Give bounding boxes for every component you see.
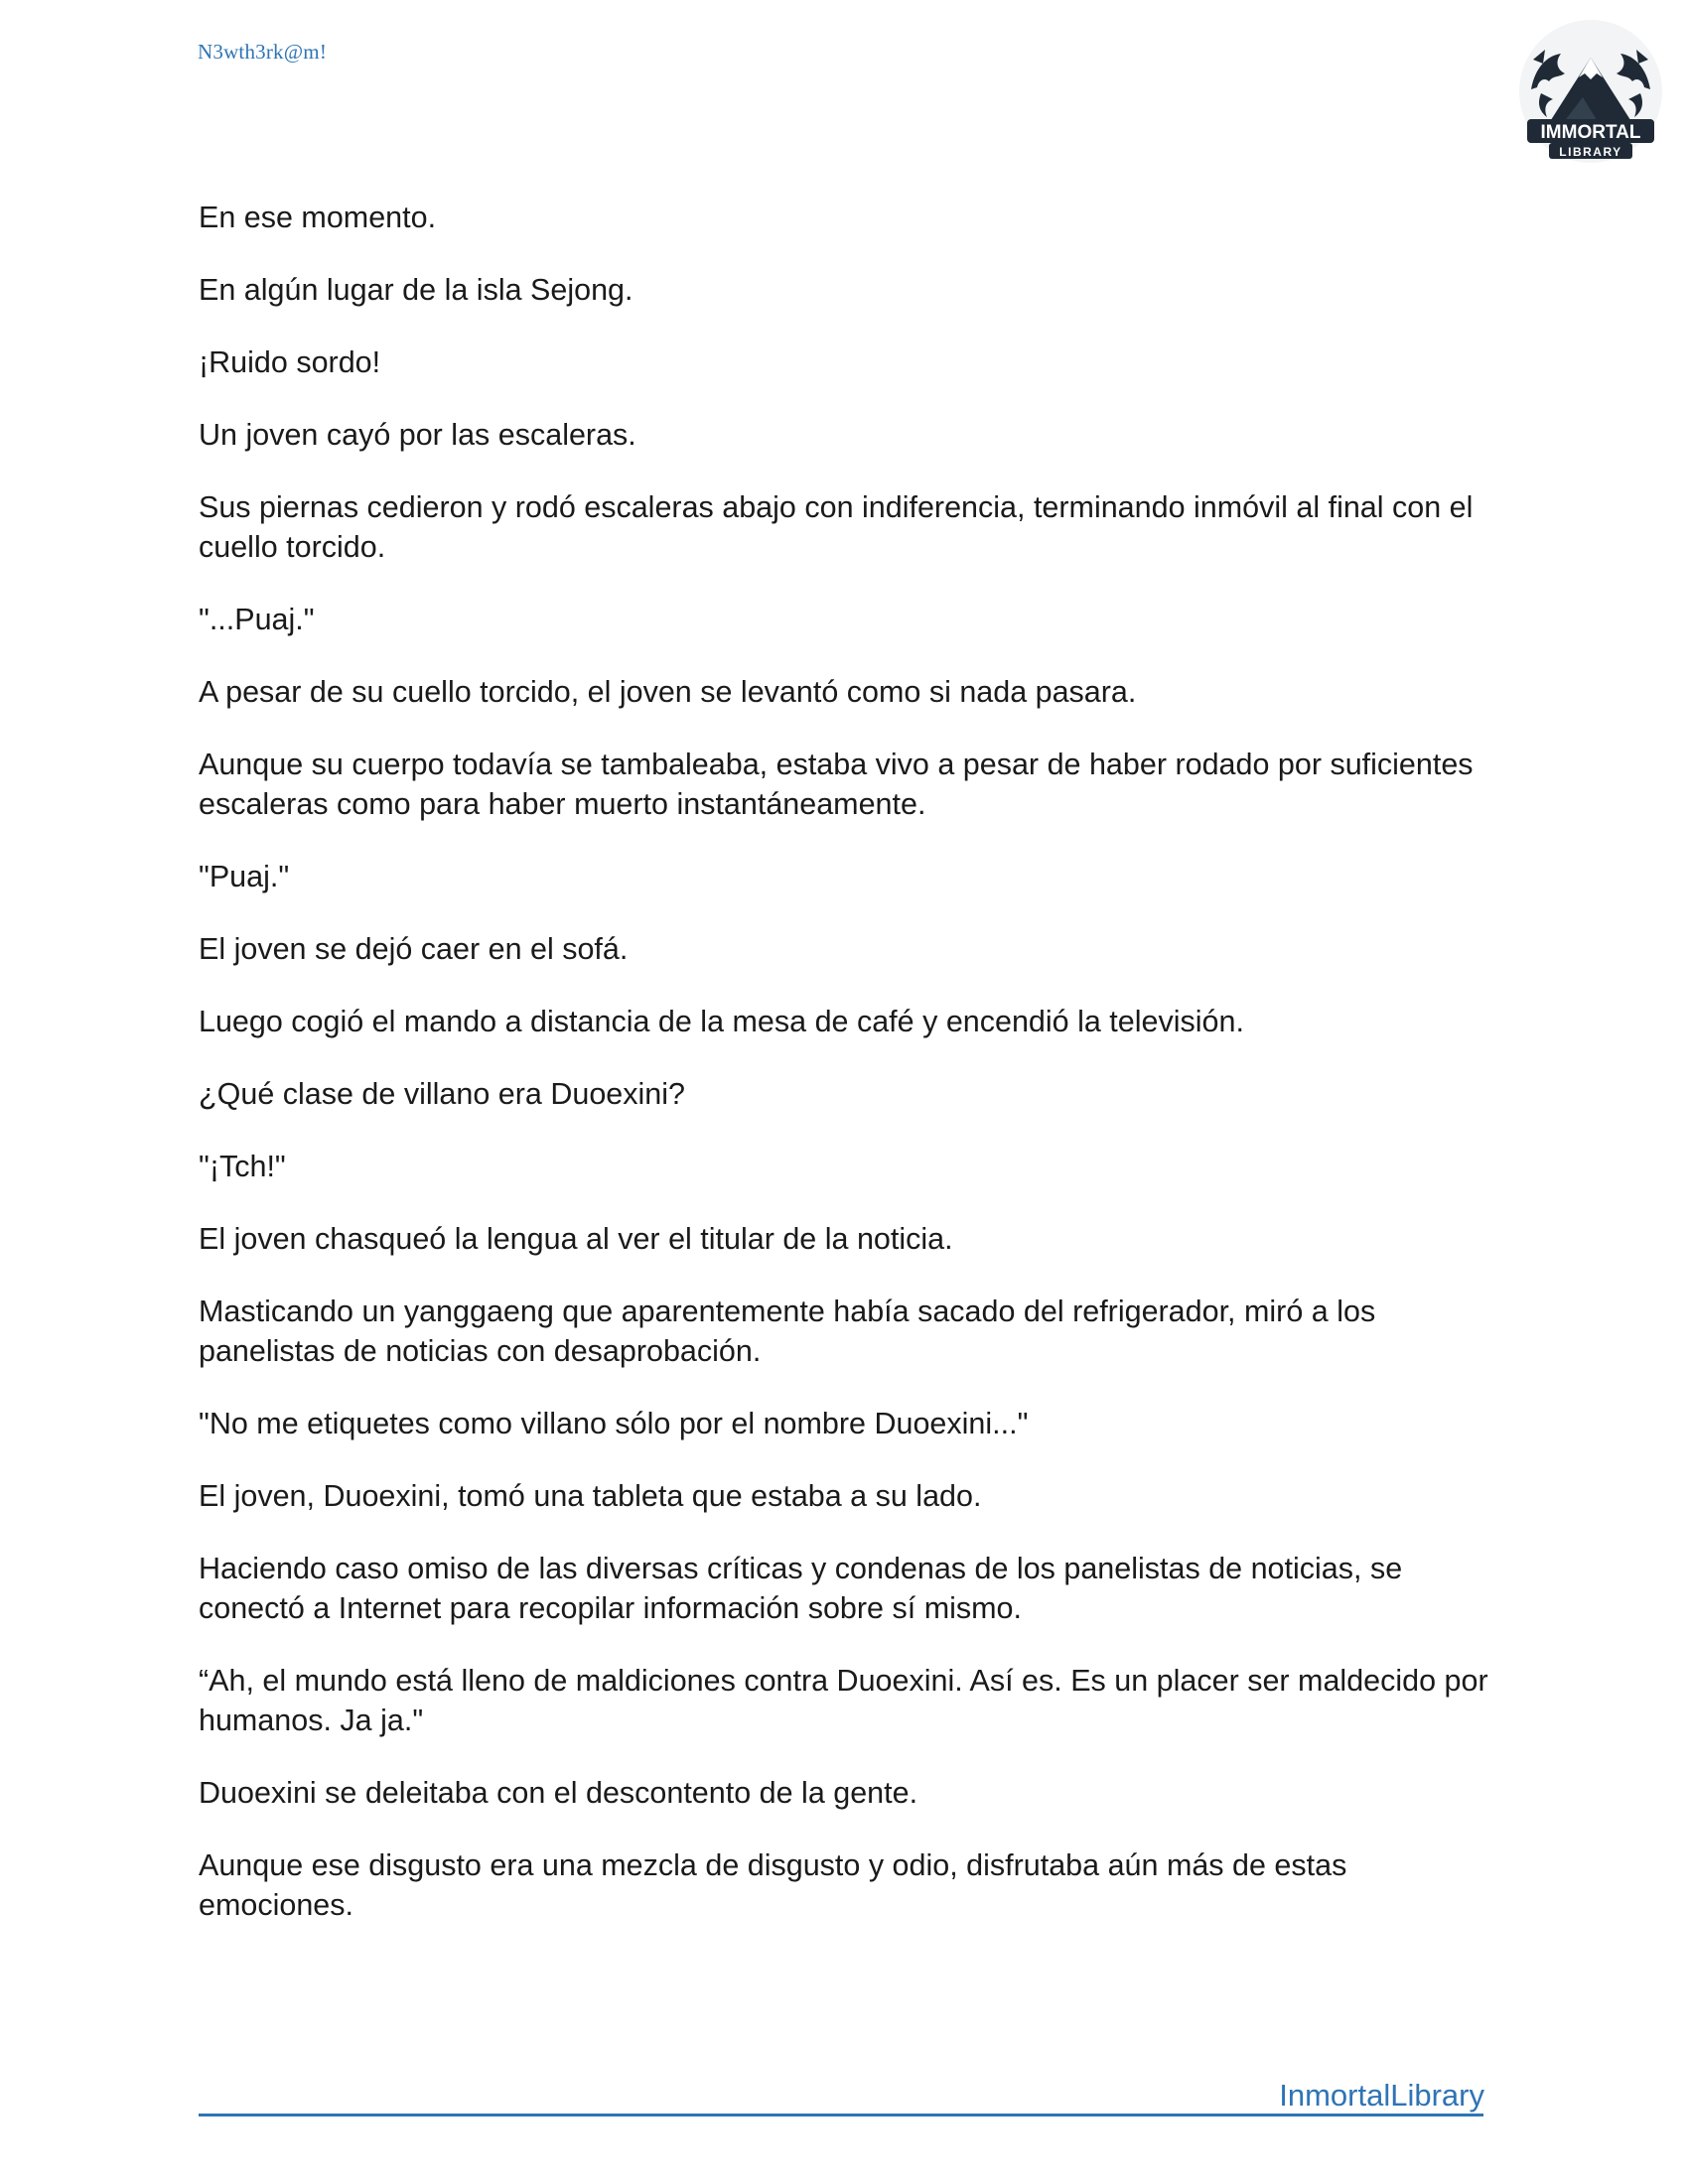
paragraph: Aunque ese disgusto era una mezcla de disgusto y odio, disfrutaba aún más de estas emociones. bbox=[199, 1848, 1347, 1922]
paragraph: El joven se dejó caer en el sofá. bbox=[199, 932, 629, 966]
paragraph: Duoexini se deleitaba con el descontento de la gente. bbox=[199, 1776, 918, 1810]
paragraph: ¿Qué clase de villano era Duoexini? bbox=[199, 1077, 685, 1111]
paragraph: “Ah, el mundo está lleno de maldiciones contra Duoexini. Así es. Es un placer ser maldecido por humanos. Ja ja." bbox=[199, 1664, 1488, 1737]
paragraph: Haciendo caso omiso de las diversas críticas y condenas de los panelistas de noticias, se conectó a Internet para recopilar información sobre sí mismo. bbox=[199, 1552, 1403, 1625]
logo-line2: LIBRARY bbox=[1559, 145, 1622, 159]
footer-divider bbox=[199, 2114, 1483, 2116]
paragraph: "Puaj." bbox=[199, 860, 290, 893]
paragraph: "...Puaj." bbox=[199, 603, 315, 636]
logo-line1: IMMORTAL bbox=[1540, 122, 1641, 143]
paragraph: Aunque su cuerpo todavía se tambaleaba, estaba vivo a pesar de haber rodado por suficientes escaleras como para haber muerto instantáneamente. bbox=[199, 748, 1474, 821]
paragraph: "¡Tch!" bbox=[199, 1150, 286, 1183]
paragraph: El joven, Duoexini, tomó una tableta que estaba a su lado. bbox=[199, 1479, 982, 1513]
paragraph: Luego cogió el mando a distancia de la mesa de café y encendió la televisión. bbox=[199, 1005, 1244, 1038]
paragraph: En ese momento. bbox=[199, 201, 437, 234]
dragon-mountain-logo-icon bbox=[1513, 20, 1668, 169]
paragraph: A pesar de su cuello torcido, el joven se levantó como si nada pasara. bbox=[199, 675, 1137, 709]
paragraph: Masticando un yanggaeng que aparentemente había sacado del refrigerador, miró a los panelistas de noticias con desaprobación. bbox=[199, 1295, 1376, 1368]
paragraph: "No me etiquetes como villano sólo por el nombre Duoexini..." bbox=[199, 1407, 1029, 1440]
header-tag: N3wth3rk@m! bbox=[198, 40, 328, 64]
paragraph: El joven chasqueó la lengua al ver el titular de la noticia. bbox=[199, 1222, 953, 1256]
paragraph: ¡Ruido sordo! bbox=[199, 345, 381, 379]
paragraph: Sus piernas cedieron y rodó escaleras abajo con indiferencia, terminando inmóvil al final con el cuello torcido. bbox=[199, 490, 1474, 564]
footer-link[interactable]: InmortalLibrary bbox=[1279, 2078, 1484, 2113]
paragraph: En algún lugar de la isla Sejong. bbox=[199, 273, 633, 307]
paragraph: Un joven cayó por las escaleras. bbox=[199, 418, 636, 452]
chapter-body bbox=[199, 198, 1501, 1958]
logo bbox=[1513, 20, 1668, 169]
